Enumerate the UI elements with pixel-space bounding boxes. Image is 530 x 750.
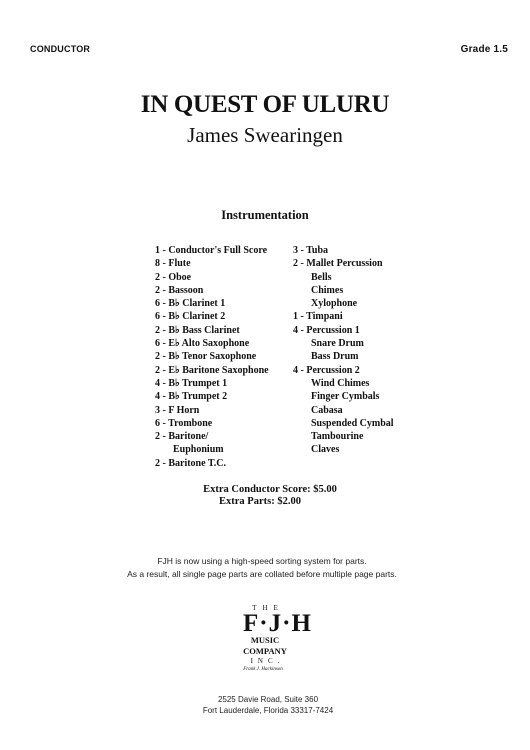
conductor-label: CONDUCTOR: [30, 44, 91, 54]
instrument-item: 4 - B♭ Trumpet 1: [155, 377, 228, 389]
instrument-subitem: Xylophone: [311, 298, 358, 310]
instrument-subitem: Finger Cymbals: [311, 391, 380, 403]
instrument-subitem: Bass Drum: [311, 351, 359, 363]
instrument-item: 2 - Oboe: [155, 271, 192, 283]
instrument-subitem: Cabasa: [311, 404, 343, 416]
fjh-logo: [243, 603, 312, 674]
instrument-item: 4 - B♭ Trumpet 2: [155, 391, 228, 403]
instrument-item: 4 - Percussion 2: [293, 364, 360, 376]
address-line-2: Fort Lauderdale, Florida 33317-7424: [202, 706, 334, 715]
extra-parts: Extra Parts: $2.00: [219, 496, 301, 507]
instrument-item: 2 - B♭ Bass Clarinet: [155, 324, 240, 336]
instrument-item: 2 - Baritone/: [155, 431, 209, 443]
composer-name: James Swearingen: [187, 123, 343, 147]
instrument-subitem: Euphonium: [173, 444, 224, 456]
logo-fjh: F·J·H: [243, 610, 312, 637]
sorting-notice-line-1: FJH is now using a high-speed sorting system for parts.: [157, 556, 367, 566]
logo-the: THE: [252, 604, 284, 612]
grade-label: Grade 1.5: [460, 44, 508, 55]
instrumentation-column-2: [293, 244, 394, 457]
instrument-subitem: Snare Drum: [311, 338, 364, 350]
instrument-item: 6 - E♭ Alto Saxophone: [155, 338, 250, 350]
address-line-1: 2525 Davie Road, Suite 360: [217, 695, 319, 704]
instrument-item: 6 - B♭ Clarinet 2: [155, 311, 226, 323]
extra-conductor-score: Extra Conductor Score: $5.00: [203, 484, 337, 495]
instrument-item: 2 - Bassoon: [155, 284, 204, 296]
piece-title: IN QUEST OF ULURU: [140, 91, 390, 118]
logo-music: MUSIC: [250, 635, 280, 645]
instrument-item: 3 - Tuba: [293, 245, 329, 256]
instrument-item: 6 - B♭ Clarinet 1: [155, 298, 226, 310]
instrument-item: 4 - Percussion 1: [293, 324, 360, 336]
instrument-subitem: Bells: [311, 271, 332, 283]
logo-company: COMPANY: [243, 645, 287, 656]
instrument-subitem: Wind Chimes: [311, 377, 370, 389]
instrument-item: 8 - Flute: [155, 258, 191, 270]
instrument-item: 2 - Mallet Percussion: [293, 258, 383, 270]
instrument-subitem: Suspended Cymbal: [311, 417, 394, 429]
instrument-item: 3 - F Horn: [155, 404, 200, 416]
instrument-item: 2 - E♭ Baritone Saxophone: [155, 364, 269, 376]
sorting-notice-line-2: As a result, all single page parts are collated before multiple page parts.: [127, 569, 397, 579]
instrument-item: 6 - Trombone: [155, 417, 213, 429]
instrumentation-column-1: [155, 244, 269, 470]
instrument-subitem: Chimes: [311, 284, 344, 296]
instrument-item: 2 - B♭ Tenor Saxophone: [155, 351, 257, 363]
instrument-item: 2 - Baritone T.C.: [155, 457, 227, 469]
instrument-item: 1 - Conductor's Full Score: [155, 245, 268, 256]
instrument-item: 1 - Timpani: [293, 311, 343, 323]
logo-inc: INC.: [250, 657, 285, 665]
instrument-subitem: Tambourine: [311, 431, 364, 443]
logo-signature: Frank J. Hackinson: [243, 667, 283, 672]
instrument-subitem: Claves: [311, 444, 340, 456]
instrumentation-heading: Instrumentation: [221, 208, 309, 222]
